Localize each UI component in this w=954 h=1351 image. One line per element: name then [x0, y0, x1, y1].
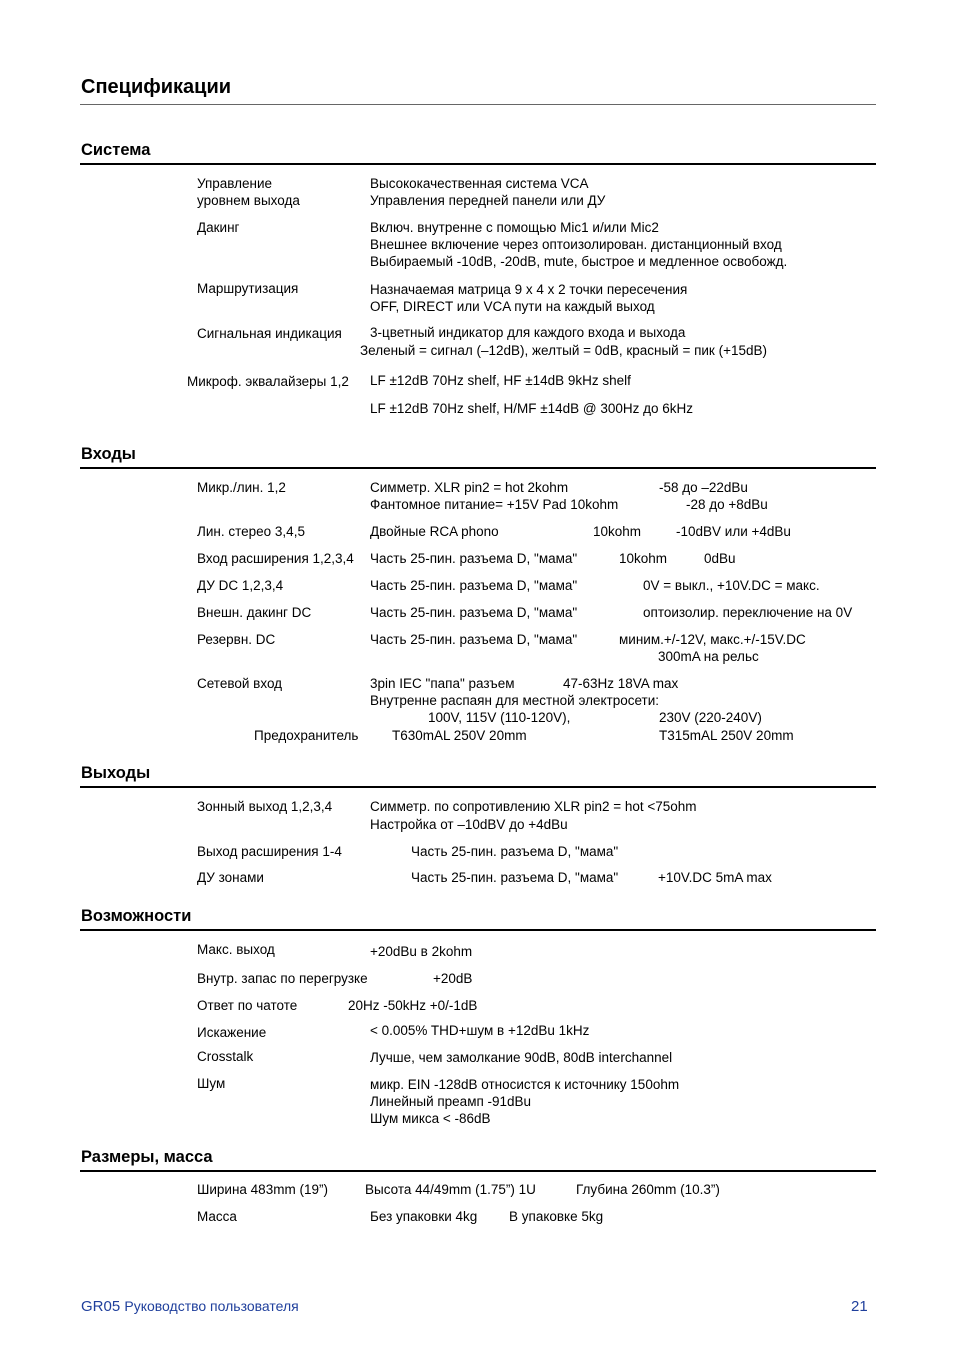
spec-value: Часть 25-пин. разъема D, "мама" [370, 605, 578, 620]
spec-value: +10V.DC 5mA max [658, 870, 772, 885]
spec-label: Маршрутизация [197, 281, 299, 296]
spec-label: ДУ DC 1,2,3,4 [197, 578, 284, 593]
spec-value: 300mA на рельс [658, 649, 759, 664]
spec-label: Микр./лин. 1,2 [197, 480, 286, 495]
footer-model: GR05 [81, 1298, 121, 1315]
spec-value: Без упаковки 4kg [370, 1209, 478, 1224]
spec-label: Дакинг [197, 220, 240, 235]
section-divider [80, 467, 876, 469]
section-heading-dimensions: Размеры, масса [81, 1148, 213, 1166]
title-divider [80, 104, 876, 105]
spec-value: Глубина 260mm (10.3”) [576, 1182, 720, 1197]
spec-value: 10kohm [593, 524, 642, 539]
spec-value: Симметр. XLR pin2 = hot 2kohm [370, 480, 569, 495]
spec-value: Часть 25-пин. разъема D, "мама" [411, 844, 619, 859]
spec-value: LF ±12dB 70Hz shelf, HF ±14dB 9kHz shelf [370, 373, 631, 388]
spec-label: Сетевой вход [197, 676, 283, 691]
spec-value: 100V, 115V (110-120V), [428, 710, 571, 725]
spec-label: Искажение [197, 1025, 267, 1040]
section-divider [80, 786, 876, 788]
spec-label: Микроф. эквалайзеры 1,2 [187, 374, 349, 389]
spec-value: Часть 25-пин. разъема D, "мама" [370, 632, 578, 647]
spec-value: миним.+/-12V, макс.+/-15V.DC [619, 632, 806, 647]
spec-label: Сигнальная индикация [197, 326, 342, 341]
spec-value: Часть 25-пин. разъема D, "мама" [370, 578, 578, 593]
spec-label: Резервн. DC [197, 632, 276, 647]
spec-value: Высококачественная система VCA Управления передней панели или ДУ [370, 176, 606, 208]
spec-value: Настройка от –10dBV до +4dBu [370, 817, 568, 832]
spec-value: 3-цветный индикатор для каждого входа и выхода [370, 325, 686, 340]
spec-value: T315mAL 250V 20mm [659, 728, 794, 743]
page-title: Спецификации [81, 76, 232, 98]
spec-value: Часть 25-пин. разъема D, "мама" [370, 551, 578, 566]
spec-value: Ширина 483mm (19”) [197, 1182, 328, 1197]
spec-label: Предохранитель [254, 728, 359, 743]
spec-label: Зонный выход 1,2,3,4 [197, 799, 333, 814]
spec-label: Лин. стерео 3,4,5 [197, 524, 305, 539]
spec-value: Внутренне распаян для местной электросети: [370, 693, 659, 708]
spec-value: Зеленый = сигнал (–12dB), желтый = 0dB, красный = пик (+15dB) [360, 343, 767, 358]
spec-value: 10kohm [619, 551, 668, 566]
spec-value: Включ. внутренне с помощью Mic1 и/или Mic2 Внешнее включение через оптоизолирован. дистанционный вход Выбираемый -10dB, -20dB, mute, быстрое и медленное освобожд. [370, 220, 788, 269]
spec-value: LF ±12dB 70Hz shelf, H/MF ±14dB @ 300Hz до 6kHz [370, 401, 694, 416]
spec-value: 20Hz -50kHz +0/-1dB [348, 998, 478, 1013]
spec-label: Выход расширения 1-4 [197, 844, 342, 859]
section-divider [80, 929, 876, 931]
spec-label: Макс. выход [197, 942, 275, 957]
spec-value: 0V = выкл., +10V.DC = макс. [643, 578, 820, 593]
spec-value: микр. EIN -128dB относистся к источнику 150ohm Линейный преамп -91dBu Шум микса < -86dB [370, 1077, 680, 1126]
spec-label: Вход расширения 1,2,3,4 [197, 551, 354, 566]
spec-value: В упаковке 5kg [509, 1209, 604, 1224]
spec-value: оптоизолир. переключение на 0V [643, 605, 853, 620]
spec-value: 3pin IEC "папа" разъем [370, 676, 515, 691]
spec-value: Лучше, чем замолкание 90dB, 80dB interchannel [370, 1050, 673, 1065]
section-heading-inputs: Входы [81, 445, 136, 463]
spec-value: Симметр. по сопротивлению XLR pin2 = hot <75ohm [370, 799, 697, 814]
spec-value: Часть 25-пин. разъема D, "мама" [411, 870, 619, 885]
spec-value: -58 до –22dBu [659, 480, 748, 495]
spec-value: Высота 44/49mm (1.75”) 1U [365, 1182, 536, 1197]
section-divider [80, 1170, 876, 1172]
spec-value: < 0.005% THD+шум в +12dBu 1kHz [370, 1023, 590, 1038]
spec-value: 0dBu [704, 551, 736, 566]
spec-value: Двойные RCA phono [370, 524, 499, 539]
spec-value: 47-63Hz 18VA max [563, 676, 679, 691]
spec-value: Фантомное питание= +15V Pad 10kohm [370, 497, 619, 512]
section-heading-outputs: Выходы [81, 764, 151, 782]
footer-manual: Руководство пользователя [124, 1298, 299, 1314]
spec-label: Внешн. дакинг DC [197, 605, 312, 620]
section-heading-capabilities: Возможности [81, 907, 192, 925]
spec-value: 230V (220-240V) [659, 710, 762, 725]
spec-value: +20dB [433, 971, 473, 986]
spec-value: +20dBu в 2kohm [370, 944, 473, 959]
spec-label: Ответ по чатоте [197, 998, 298, 1013]
spec-label: Шум [197, 1076, 226, 1091]
section-divider [80, 163, 876, 165]
spec-value: Назначаемая матрица 9 x 4 x 2 точки пересечения OFF, DIRECT или VCA пути на каждый выход [370, 282, 688, 314]
spec-label: Масса [197, 1209, 237, 1224]
spec-value: -10dBV или +4dBu [676, 524, 791, 539]
spec-value: -28 до +8dBu [686, 497, 768, 512]
spec-label: Crosstalk [197, 1049, 254, 1064]
section-heading-system: Система [81, 141, 151, 159]
spec-label: Внутр. запас по перегрузке [197, 971, 368, 986]
spec-value: T630mAL 250V 20mm [392, 728, 527, 743]
page-number: 21 [851, 1298, 868, 1315]
spec-label: ДУ зонами [197, 870, 264, 885]
footer-title [81, 1298, 299, 1315]
spec-label: Управление уровнем выхода [197, 176, 300, 208]
